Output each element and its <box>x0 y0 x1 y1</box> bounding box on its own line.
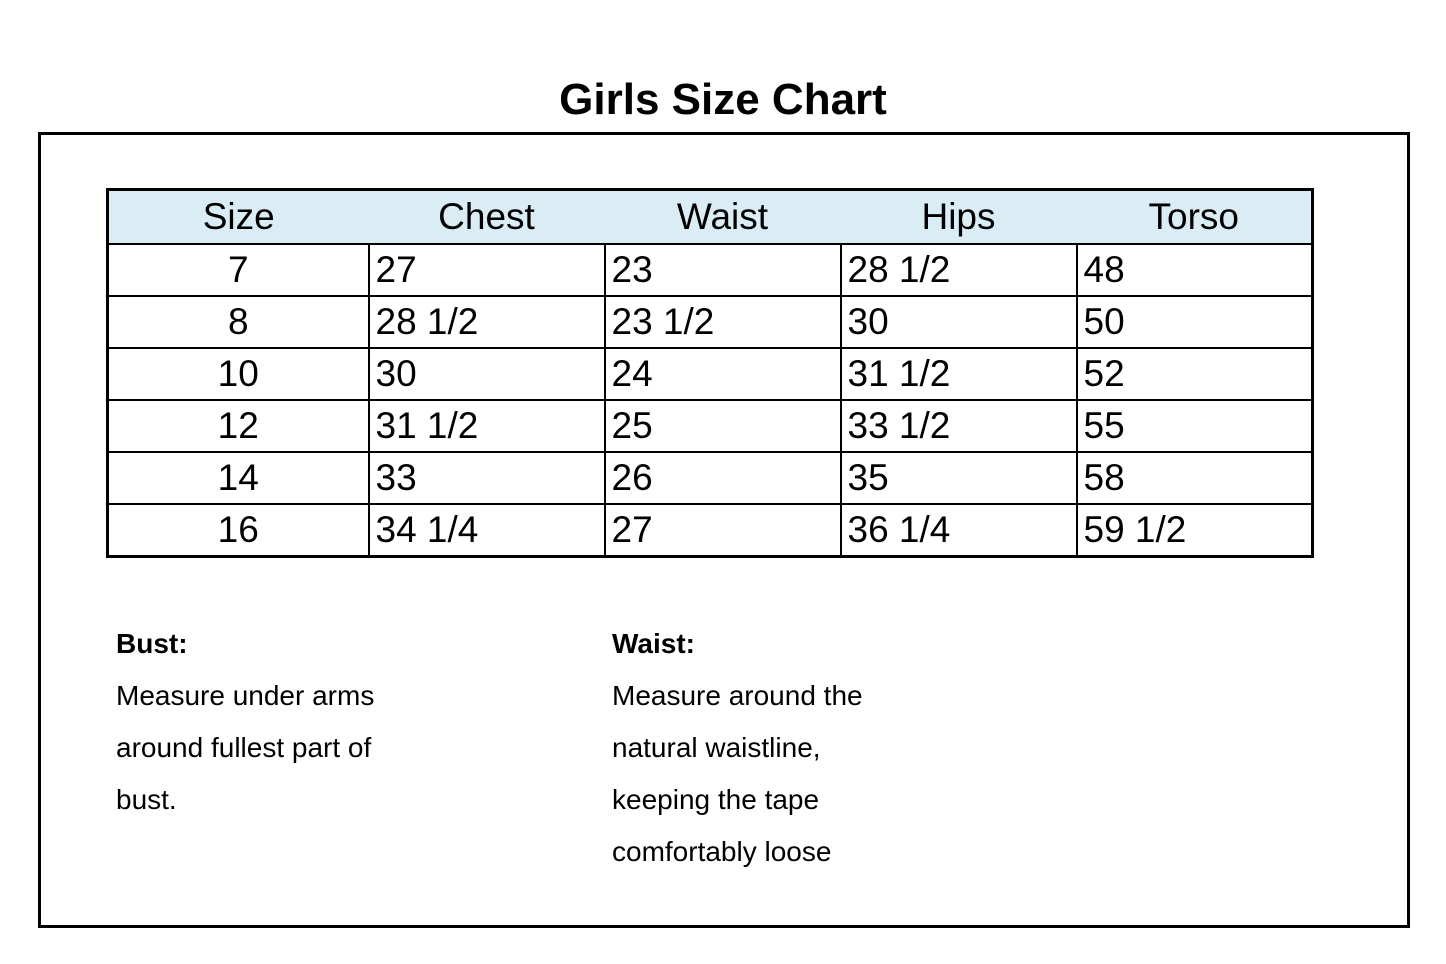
table-row <box>108 296 1313 348</box>
bust-heading: Bust: <box>116 628 188 659</box>
waist-cell: 27 <box>605 504 841 557</box>
waist-cell: 26 <box>605 452 841 504</box>
size-cell: 14 <box>108 452 369 504</box>
header-hips: Hips <box>841 190 1077 245</box>
header-size: Size <box>108 190 369 245</box>
torso-cell: 52 <box>1077 348 1313 400</box>
waist-cell: 25 <box>605 400 841 452</box>
header-chest: Chest <box>369 190 605 245</box>
chest-cell: 30 <box>369 348 605 400</box>
waist-line: natural waistline, <box>612 732 821 763</box>
waist-line: Measure around the <box>612 680 863 711</box>
hips-cell: 35 <box>841 452 1077 504</box>
page-title: Girls Size Chart <box>559 75 887 124</box>
size-cell: 8 <box>108 296 369 348</box>
size-cell: 10 <box>108 348 369 400</box>
chest-cell: 31 1/2 <box>369 400 605 452</box>
hips-cell: 30 <box>841 296 1077 348</box>
torso-cell: 58 <box>1077 452 1313 504</box>
chest-cell: 34 1/4 <box>369 504 605 557</box>
bust-line: bust. <box>116 784 177 815</box>
torso-cell: 59 1/2 <box>1077 504 1313 557</box>
size-cell: 16 <box>108 504 369 557</box>
hips-cell: 33 1/2 <box>841 400 1077 452</box>
waist-heading: Waist: <box>612 628 695 659</box>
header-torso: Torso <box>1077 190 1313 245</box>
chest-cell: 27 <box>369 244 605 296</box>
header-waist: Waist <box>605 190 841 245</box>
table-row <box>108 400 1313 452</box>
torso-cell: 48 <box>1077 244 1313 296</box>
table-row <box>108 452 1313 504</box>
size-cell: 7 <box>108 244 369 296</box>
torso-cell: 50 <box>1077 296 1313 348</box>
table-row <box>108 244 1313 296</box>
hips-cell: 36 1/4 <box>841 504 1077 557</box>
table-row <box>108 504 1313 557</box>
waist-line: comfortably loose <box>612 836 832 867</box>
waist-line: keeping the tape <box>612 784 820 815</box>
waist-cell: 24 <box>605 348 841 400</box>
waist-cell: 23 <box>605 244 841 296</box>
hips-cell: 31 1/2 <box>841 348 1077 400</box>
size-cell: 12 <box>108 400 369 452</box>
chest-cell: 33 <box>369 452 605 504</box>
waist-note <box>612 618 932 878</box>
bust-line: around fullest part of <box>116 732 372 763</box>
table-row <box>108 348 1313 400</box>
hips-cell: 28 1/2 <box>841 244 1077 296</box>
table-header-row <box>108 190 1313 245</box>
size-table <box>106 188 1314 558</box>
bust-note <box>116 618 436 826</box>
chest-cell: 28 1/2 <box>369 296 605 348</box>
waist-cell: 23 1/2 <box>605 296 841 348</box>
torso-cell: 55 <box>1077 400 1313 452</box>
bust-line: Measure under arms <box>116 680 375 711</box>
